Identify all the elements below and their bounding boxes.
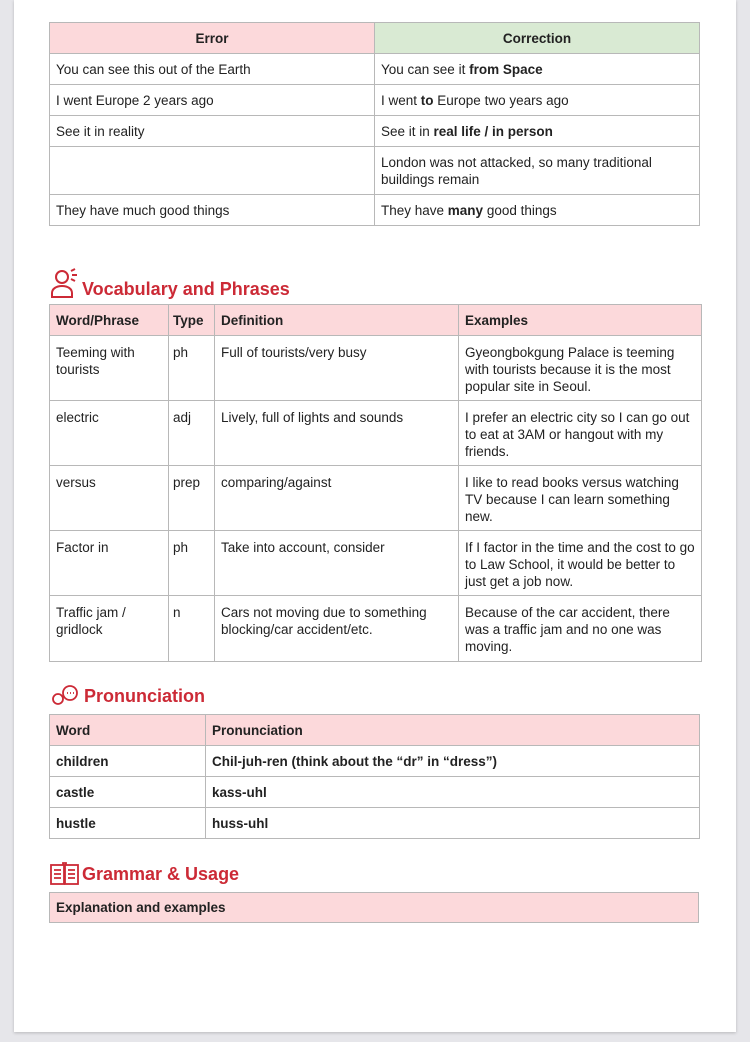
table-row (50, 116, 700, 147)
speech-bubbles-icon (50, 684, 82, 708)
correction-text: See it in (381, 124, 434, 139)
grammar-table (49, 892, 699, 923)
table-row (50, 531, 702, 596)
type-cell: ph (169, 531, 215, 596)
definition-cell: Full of tourists/very busy (215, 336, 459, 401)
grammar-heading (50, 862, 239, 886)
correction-cell (375, 116, 700, 147)
word-cell: electric (50, 401, 169, 466)
correction-text: They have (381, 203, 448, 218)
type-cell: prep (169, 466, 215, 531)
correction-text: many (447, 203, 484, 218)
word-cell: Teeming with tourists (50, 336, 169, 401)
table-row (50, 808, 700, 839)
word-cell: hustle (50, 808, 206, 839)
col-header: Examples (459, 305, 702, 336)
error-cell (50, 147, 375, 195)
error-cell: They have much good things (50, 195, 375, 226)
definition-cell: comparing/against (215, 466, 459, 531)
table-row (50, 336, 702, 401)
table-row (50, 85, 700, 116)
error-cell: I went Europe 2 years ago (50, 85, 375, 116)
example-cell: Because of the car accident, there was a traffic jam and no one was moving. (459, 596, 702, 662)
correction-cell (375, 195, 700, 226)
table-row (50, 746, 700, 777)
example-cell: If I factor in the time and the cost to go to Law School, it would be better to just get a job now. (459, 531, 702, 596)
pronunciation-heading (50, 684, 205, 708)
table-row (50, 466, 702, 531)
table-row (50, 195, 700, 226)
grammar-title: Grammar & Usage (82, 863, 240, 884)
correction-text: London was not attacked, so many traditional buildings remain (381, 155, 652, 187)
example-cell: I prefer an electric city so I can go out to eat at 3AM or hangout with my friends. (459, 401, 702, 466)
col-header: Definition (215, 305, 459, 336)
type-cell: n (169, 596, 215, 662)
pronunciation-table (49, 714, 700, 839)
table-row (50, 596, 702, 662)
table-row (50, 777, 700, 808)
table-row (50, 54, 700, 85)
word-cell: Factor in (50, 531, 169, 596)
definition-cell: Take into account, consider (215, 531, 459, 596)
definition-cell: Cars not moving due to something blocking/car accident/etc. (215, 596, 459, 662)
correction-text: You can see it (381, 62, 470, 77)
col-header: Word/Phrase (50, 305, 169, 336)
type-cell: adj (169, 401, 215, 466)
pronunciation-cell: Chil-juh-ren (think about the “dr” in “dress”) (206, 746, 700, 777)
definition-cell: Lively, full of lights and sounds (215, 401, 459, 466)
table-row (50, 147, 700, 195)
col-header: Pronunciation (206, 715, 700, 746)
book-icon (50, 862, 80, 886)
word-cell: Traffic jam / gridlock (50, 596, 169, 662)
errors-table (49, 22, 700, 226)
correction-text: good things (483, 203, 557, 218)
error-cell: See it in reality (50, 116, 375, 147)
error-cell: You can see this out of the Earth (50, 54, 375, 85)
correction-cell (375, 147, 700, 195)
col-header: Word (50, 715, 206, 746)
pronunciation-cell: huss-uhl (206, 808, 700, 839)
person-speaking-icon (50, 267, 80, 299)
correction-text: I went (381, 93, 421, 108)
grammar-header: Explanation and examples (50, 893, 699, 923)
correction-text: real life / in person (433, 124, 553, 139)
correction-header: Correction (375, 23, 700, 54)
error-header: Error (50, 23, 375, 54)
word-cell: castle (50, 777, 206, 808)
pronunciation-cell: kass-uhl (206, 777, 700, 808)
correction-cell (375, 54, 700, 85)
type-cell: ph (169, 336, 215, 401)
correction-cell (375, 85, 700, 116)
word-cell: children (50, 746, 206, 777)
vocab-title: Vocabulary and Phrases (82, 279, 290, 299)
correction-text: Europe two years ago (433, 93, 569, 108)
pronunciation-title: Pronunciation (84, 685, 205, 706)
col-header: Type (169, 305, 215, 336)
correction-text: to (420, 93, 434, 108)
correction-text: from Space (469, 62, 543, 77)
vocab-heading (50, 265, 290, 300)
example-cell: Gyeongbokgung Palace is teeming with tourists because it is the most popular site in Seoul. (459, 336, 702, 401)
vocab-table (49, 304, 702, 662)
example-cell: I like to read books versus watching TV because I can learn something new. (459, 466, 702, 531)
word-cell: versus (50, 466, 169, 531)
table-row (50, 401, 702, 466)
